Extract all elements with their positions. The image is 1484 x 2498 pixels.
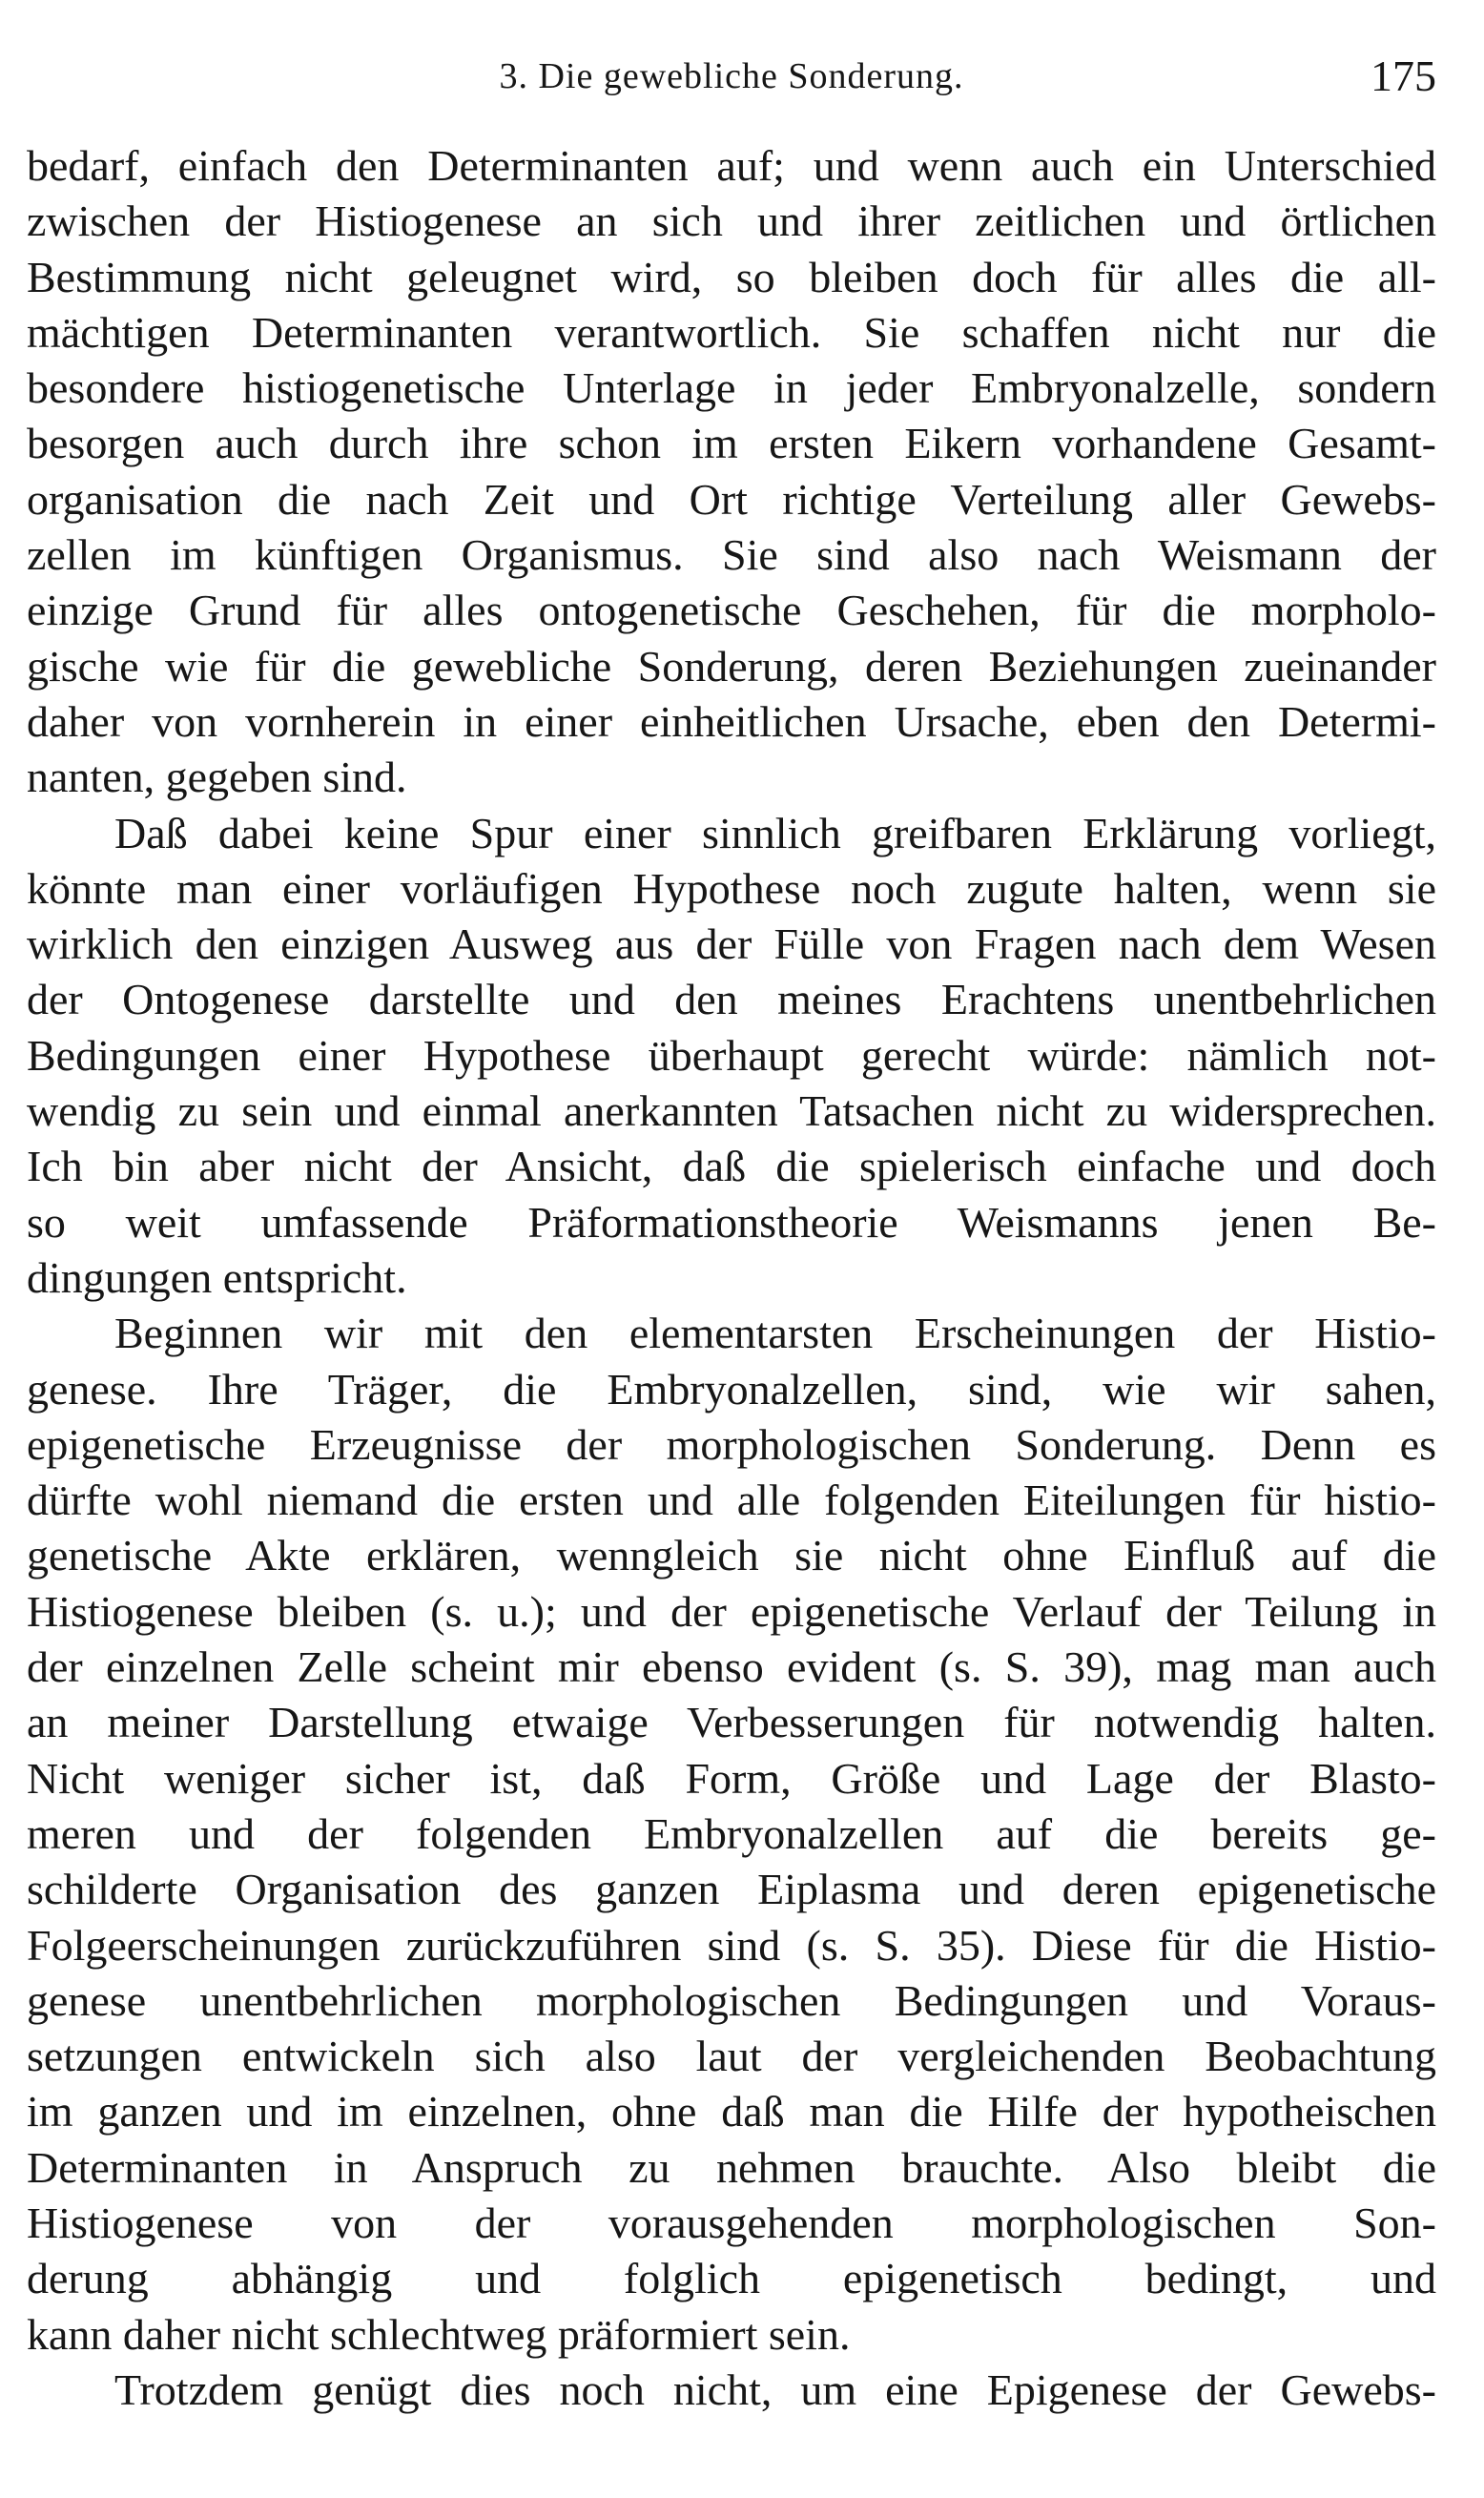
text-line: so weit umfassende Präformationstheorie Weismanns jenen Be- (27, 1197, 1436, 1247)
text-line: dingungen entspricht. (27, 1252, 407, 1302)
text-line: Folgeerscheinungen zurückzuführen sind (s. S. 35). Diese für die Histio- (27, 1920, 1436, 1970)
text-line: Daß dabei keine Spur einer sinnlich greifbaren Erklärung vorliegt, (114, 808, 1436, 857)
text-line: setzungen entwickeln sich also laut der vergleichenden Beobachtung (27, 2032, 1436, 2081)
text-line: der Ontogenese darstellte und den meines Erachtens unentbehrlichen (27, 975, 1436, 1024)
text-line: besorgen auch durch ihre schon im ersten Eikern vorhandene Gesamt- (27, 419, 1436, 468)
text-line: organisation die nach Zeit und Ort richtige Verteilung aller Gewebs- (27, 474, 1436, 524)
text-line: schilderte Organisation des ganzen Eiplasma und deren epigenetische (27, 1865, 1436, 1914)
text-line: Trotzdem genügt dies noch nicht, um eine Epigenese der Gewebs- (114, 2364, 1436, 2414)
text-line: genese. Ihre Träger, die Embryonalzellen, sind, wie wir sahen, (27, 1364, 1436, 1414)
text-line: nanten, gegeben sind. (27, 753, 407, 802)
text-line: Beginnen wir mit den elementarsten Erscheinungen der Histio- (114, 1309, 1436, 1358)
text-line: Ich bin aber nicht der Ansicht, daß die spielerisch einfache und doch (27, 1142, 1436, 1191)
text-line: mächtigen Determinanten verantwortlich. Sie schaffen nicht nur die (27, 307, 1436, 357)
text-line: bedarf, einfach den Determinanten auf; und wenn auch ein Unterschied (27, 141, 1436, 190)
text-line: zellen im künftigen Organismus. Sie sind also nach Weismann der (27, 530, 1436, 580)
text-line: Histiogenese von der vorausgehenden morphologischen Son- (27, 2198, 1436, 2247)
text-line: gische wie für die gewebliche Sonderung, deren Beziehungen zueinander (27, 641, 1436, 691)
text-line: derung abhängig und folglich epigenetisch bedingt, und (27, 2254, 1436, 2303)
text-line: an meiner Darstellung etwaige Verbesserungen für notwendig halten. (27, 1698, 1436, 1747)
paragraph (27, 2363, 1436, 2418)
paragraph (27, 138, 1436, 806)
paragraph (27, 1306, 1436, 2363)
text-line: Determinanten in Anspruch zu nehmen brauchte. Also bleibt die (27, 2142, 1436, 2192)
body-text (27, 138, 1436, 2418)
paragraph (27, 806, 1436, 1307)
page-header (27, 48, 1436, 105)
text-line: der einzelnen Zelle scheint mir ebenso evident (s. S. 39), mag man auch (27, 1642, 1436, 1692)
text-line: wendig zu sein und einmal anerkannten Tatsachen nicht zu widersprechen. (27, 1086, 1436, 1136)
text-line: Bestimmung nicht geleugnet wird, so bleiben doch für alles die all- (27, 252, 1436, 301)
text-line: genetische Akte erklären, wenngleich sie nicht ohne Einfluß auf die (27, 1531, 1436, 1580)
text-line: wirklich den einzigen Ausweg aus der Fülle von Fragen nach dem Wesen (27, 919, 1436, 969)
text-line: könnte man einer vorläufigen Hypothese noch zugute halten, wenn sie (27, 863, 1436, 913)
text-line: meren und der folgenden Embryonalzellen auf die bereits ge- (27, 1808, 1436, 1858)
text-line: Histiogenese bleiben (s. u.); und der epigenetische Verlauf der Teilung in (27, 1586, 1436, 1636)
text-line: im ganzen und im einzelnen, ohne daß man die Hilfe der hypotheischen (27, 2087, 1436, 2137)
page-number: 175 (1371, 52, 1436, 100)
text-line: Nicht weniger sicher ist, daß Form, Größe und Lage der Blasto- (27, 1753, 1436, 1803)
running-head: 3. Die gewebliche Sonderung. (499, 56, 964, 96)
text-line: epigenetische Erzeugnisse der morphologischen Sonderung. Denn es (27, 1419, 1436, 1469)
text-line: kann daher nicht schlechtweg präformiert sein. (27, 2309, 851, 2359)
text-line: Bedingungen einer Hypothese überhaupt gerecht würde: nämlich not- (27, 1030, 1436, 1080)
text-line: genese unentbehrlichen morphologischen Bedingungen und Voraus- (27, 1975, 1436, 2025)
text-line: besondere histiogenetische Unterlage in jeder Embryonalzelle, sondern (27, 363, 1436, 413)
text-line: einzige Grund für alles ontogenetische Geschehen, für die morpholo- (27, 586, 1436, 635)
text-line: zwischen der Histiogenese an sich und ihrer zeitlichen und örtlichen (27, 196, 1436, 246)
text-line: dürfte wohl niemand die ersten und alle folgenden Eiteilungen für histio- (27, 1476, 1436, 1525)
text-line: daher von vornherein in einer einheitlichen Ursache, eben den Determi- (27, 696, 1436, 746)
